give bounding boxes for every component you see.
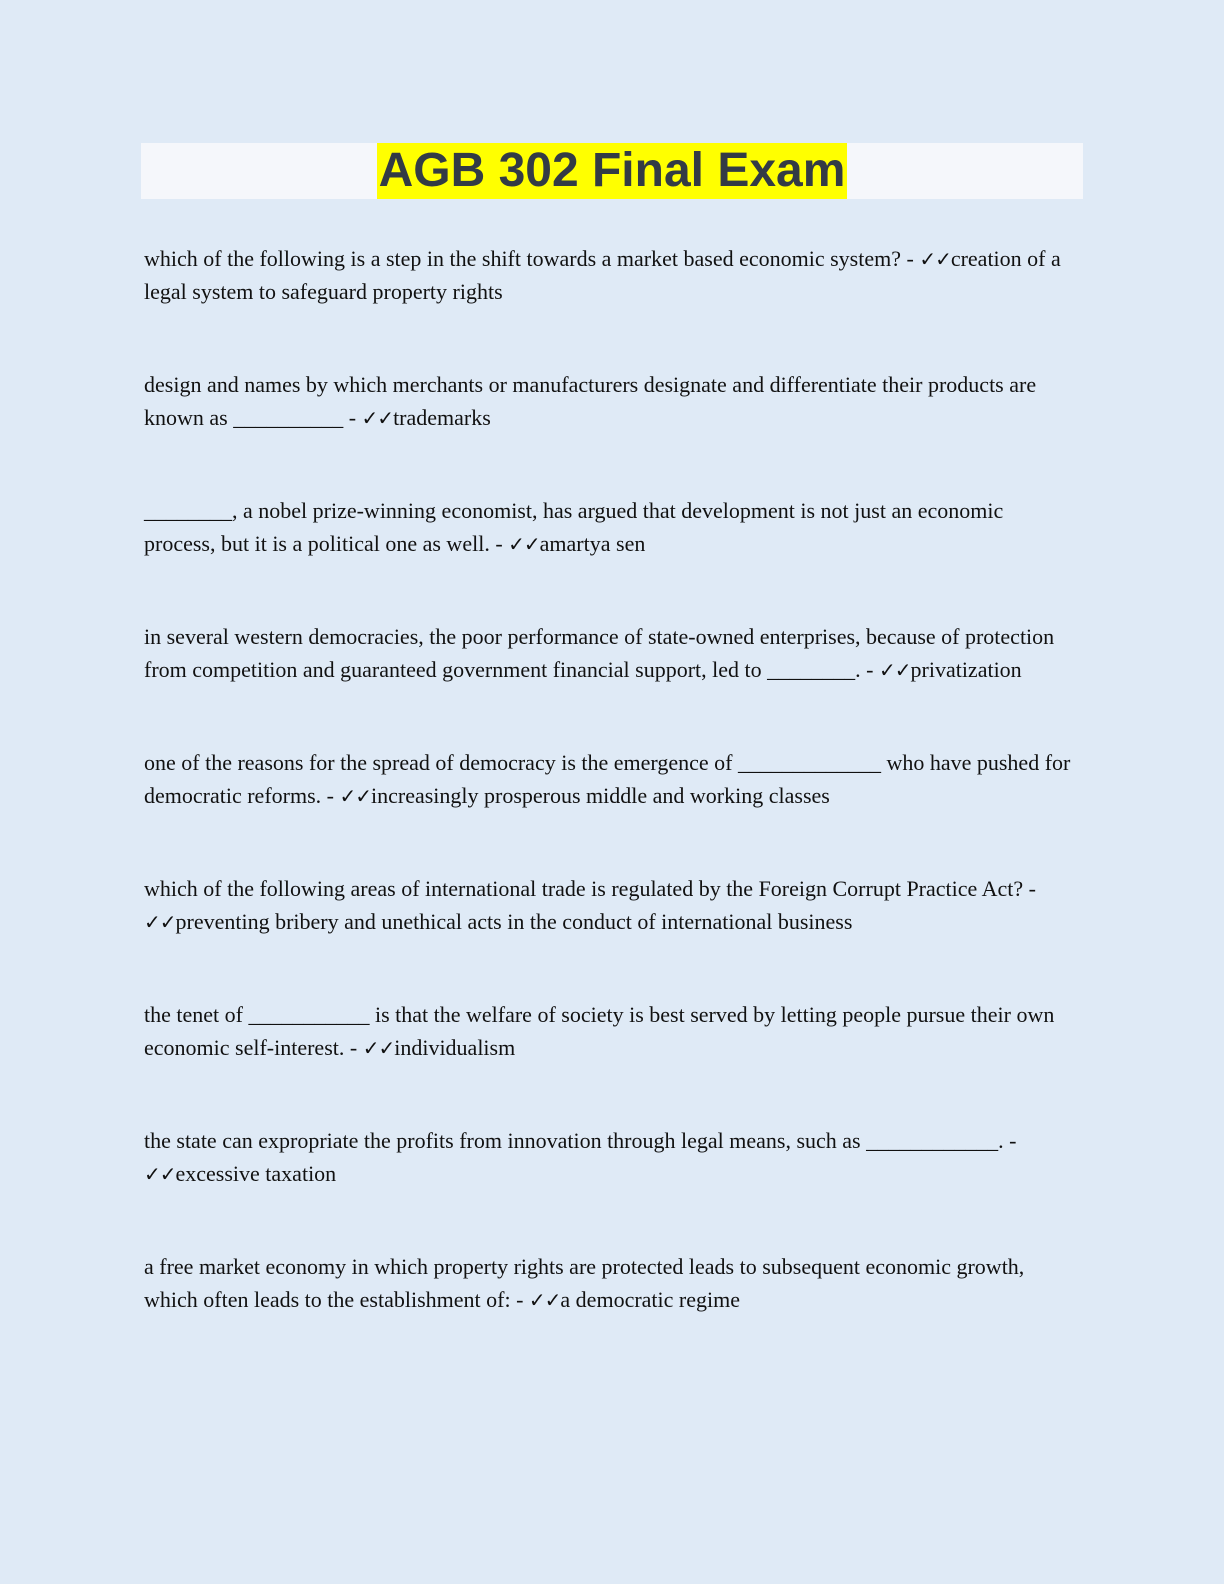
answer-text: amartya sen bbox=[539, 530, 646, 556]
answer-text: creation of a legal system to safeguard property rights bbox=[144, 246, 1061, 304]
qa-item bbox=[144, 999, 1074, 1064]
question-text: the state can expropriate the profits from innovation through legal means, such as ____________. - bbox=[144, 1128, 1017, 1153]
qa-item bbox=[144, 369, 1074, 434]
question-text: ________, a nobel prize-winning economist, has argued that development is not just an economic process, but it is a political one as well. - bbox=[144, 498, 1004, 556]
question-text: which of the following areas of international trade is regulated by the Foreign Corrupt Practice Act? - bbox=[144, 876, 1036, 901]
answer-text: individualism bbox=[394, 1034, 516, 1060]
double-check-icon: ✓✓ bbox=[362, 1035, 395, 1060]
double-check-icon: ✓✓ bbox=[339, 783, 371, 808]
answer-text: increasingly prosperous middle and working classes bbox=[370, 782, 830, 808]
answer-text: privatization bbox=[910, 656, 1022, 682]
question-text: design and names by which merchants or manufacturers designate and differentiate their products are known as __________ - bbox=[144, 372, 1037, 430]
title-band bbox=[141, 143, 1083, 199]
double-check-icon: ✓✓ bbox=[508, 531, 540, 556]
question-text: which of the following is a step in the shift towards a market based economic system? - bbox=[144, 246, 914, 271]
double-check-icon: ✓✓ bbox=[144, 909, 176, 934]
answer-text: preventing bribery and unethical acts in the conduct of international business bbox=[175, 908, 853, 934]
answer-text: a democratic regime bbox=[560, 1286, 740, 1312]
qa-item bbox=[144, 243, 1074, 308]
answer-text: trademarks bbox=[393, 404, 491, 430]
qa-item bbox=[144, 873, 1074, 938]
double-check-icon: ✓✓ bbox=[878, 657, 911, 682]
double-check-icon: ✓✓ bbox=[919, 247, 951, 271]
page-title: AGB 302 Final Exam bbox=[378, 144, 846, 197]
answer-text: excessive taxation bbox=[175, 1160, 337, 1186]
double-check-icon: ✓✓ bbox=[144, 1161, 176, 1186]
qa-item bbox=[144, 1251, 1074, 1316]
question-text: the tenet of ___________ is that the welfare of society is best served by letting people pursue their own economic self-interest. - bbox=[144, 1002, 1055, 1060]
qa-item bbox=[144, 621, 1074, 686]
double-check-icon: ✓✓ bbox=[528, 1287, 561, 1312]
qa-item bbox=[144, 1125, 1074, 1190]
question-text: a free market economy in which property rights are protected leads to subsequent economic growth, which often leads to the establishment of: - bbox=[144, 1254, 1025, 1312]
question-text: one of the reasons for the spread of democracy is the emergence of _____________ who have pushed for democratic reforms. - bbox=[144, 750, 1071, 808]
qa-list bbox=[144, 243, 1074, 1377]
qa-item bbox=[144, 495, 1074, 560]
question-text: in several western democracies, the poor performance of state-owned enterprises, because of protection from competition and guaranteed government financial support, led to ________. - bbox=[144, 624, 1055, 682]
qa-item bbox=[144, 747, 1074, 812]
double-check-icon: ✓✓ bbox=[361, 405, 394, 430]
